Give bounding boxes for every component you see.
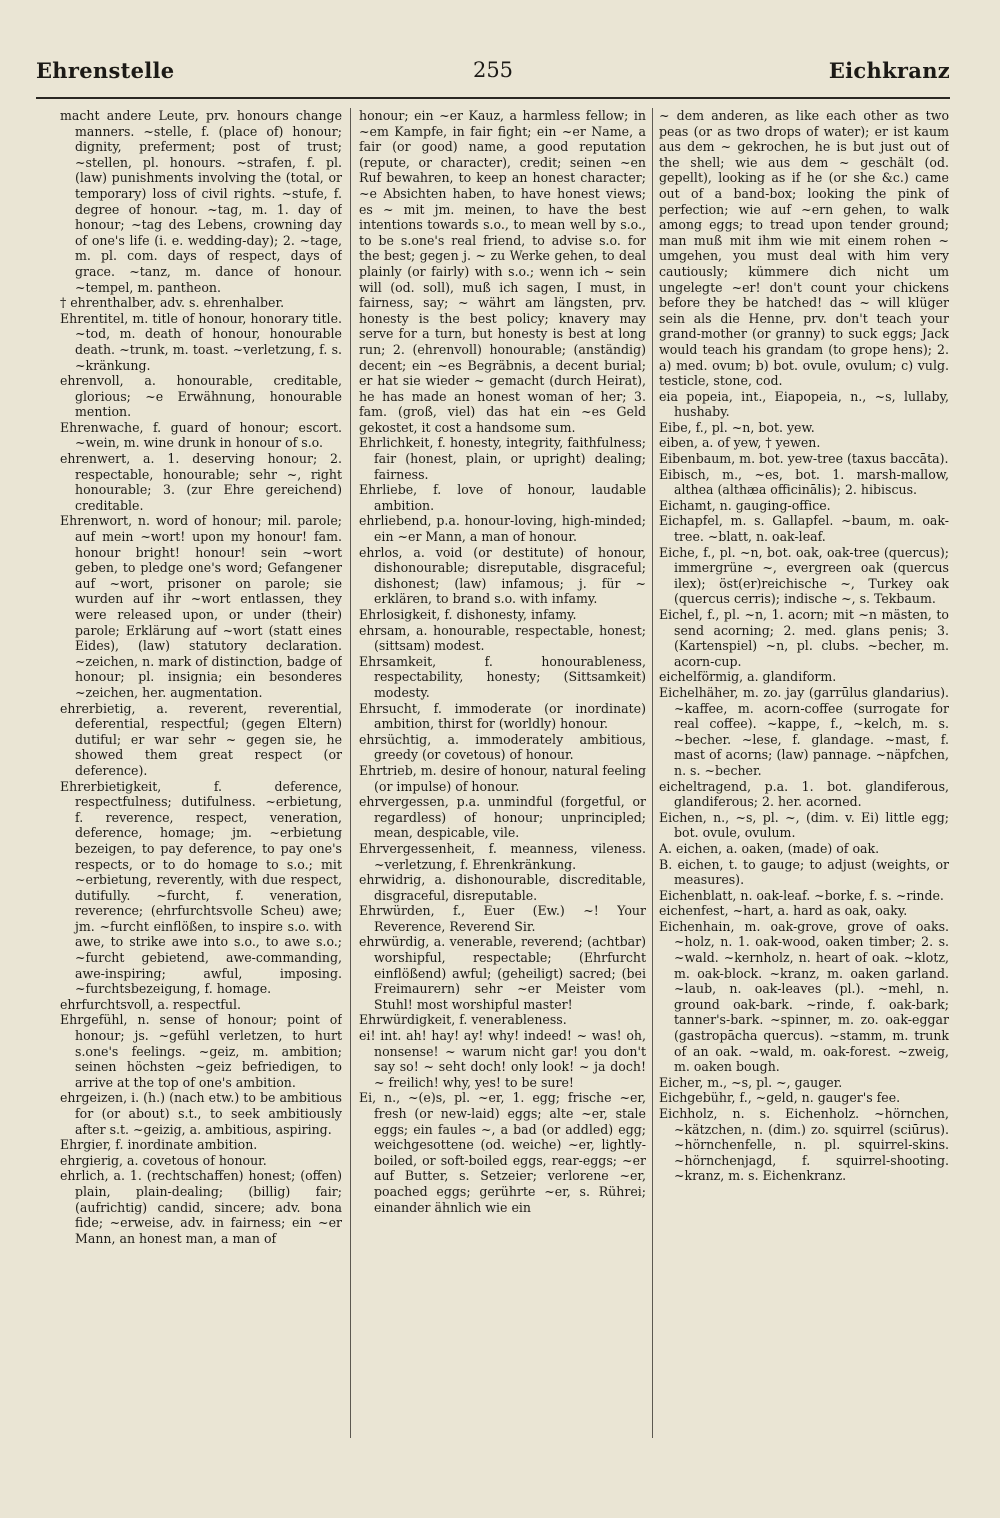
- dictionary-entry: Eichelhäher, m. zo. jay (garrūlus glandarius). ~kaffee, m. acorn-coffee (surrogate for real coffee). ~kappe, f., ~kelch, m. s. ~becher. ~lese, f. glandage. ~mast, f. mast of acorns; (law) pannage. ~näpfchen, n. s. ~becher.: [659, 684, 949, 778]
- dictionary-entry: ehrsam, a. honourable, respectable, honest; (sittsam) modest.: [359, 622, 646, 654]
- dictionary-entry: ehrenwert, a. 1. deserving honour; 2. respectable, honourable; sehr ~, right honourable; 3. (zur Ehre gereichend) creditable.: [60, 451, 342, 513]
- column-right: [659, 108, 949, 1438]
- dictionary-entry: ehrvergessen, p.a. unmindful (forgetful, or regardless) of honour; unprincipled; mean, despicable, vile.: [359, 794, 646, 841]
- dictionary-entry: Ehrtrieb, m. desire of honour, natural feeling (or impulse) of honour.: [359, 762, 646, 794]
- dictionary-entry: Ehrentitel, m. title of honour, honorary title. ~tod, m. death of honour, honourable death. ~trunk, m. toast. ~verletzung, f. s. ~kränkung.: [60, 310, 342, 373]
- dictionary-entry: Ei, n., ~(e)s, pl. ~er, 1. egg; frische ~er, fresh (or new-laid) eggs; alte ~er, stale eggs; ein faules ~, a bad (or addled) egg; weichgesottene (od. weiche) ~er, lightly-boiled, or soft-boiled eggs, rear-eggs; ~er auf Butter, s. Setzeier; verlorene ~er, poached eggs; gerührte ~er, s. Rührei; einander ähnlich wie ein: [359, 1090, 646, 1215]
- dictionary-entry: eia popeia, int., Eiapopeia, n., ~s, lullaby, hushaby.: [659, 388, 949, 420]
- dictionary-entry: Ehrgefühl, n. sense of honour; point of honour; js. ~gefühl verletzen, to hurt s.one's feelings. ~geiz, m. ambition; seinen höchsten ~geiz befriedigen, to arrive at the top of one's ambition.: [60, 1012, 342, 1090]
- dictionary-entry: ehrerbietig, a. reverent, reverential, deferential, respectful; (gegen Eltern) dutiful; er war sehr ~ gegen sie, he showed them great respect (or deference).: [60, 700, 342, 778]
- dictionary-entry: † ehrenthalber, adv. s. ehrenhalber.: [60, 295, 285, 311]
- column-divider: [652, 108, 653, 1438]
- dictionary-entry: macht andere Leute, prv. honours change manners. ~stelle, f. (place of) honour; dignity, preferment; post of trust; ~stellen, pl. honours. ~strafen, f. pl. (law) punishments involving the (total, or temporary) loss of civil rights. ~stufe, f. degree of honour. ~tag, m. 1. day of honour; ~tag des Lebens, crowning day of one's life (i. e. wedding-day); 2. ~tage, m. pl. com. days of respect, days of grace. ~tanz, m. dance of honour. ~tempel, m. pantheon.: [60, 108, 342, 295]
- dictionary-entry: ehrwidrig, a. dishonourable, discreditable, disgraceful, disreputable.: [359, 872, 646, 903]
- dictionary-entry: Ehrliebe, f. love of honour, laudable ambition.: [359, 482, 646, 513]
- dictionary-entry: ehrfurchtsvoll, a. respectful.: [60, 996, 242, 1012]
- dictionary-entry: ehrgeizen, i. (h.) (nach etw.) to be ambitious for (or about) s.t., to seek ambitiously after s.t. ~geizig, a. ambitious, aspiring.: [60, 1090, 342, 1137]
- dictionary-entry: Eichen, n., ~s, pl. ~, (dim. v. Ei) little egg; bot. ovule, ovulum.: [659, 809, 949, 841]
- dictionary-entry: Ehrsucht, f. immoderate (or inordinate) ambition, thirst for (worldly) honour.: [359, 700, 646, 732]
- dictionary-entry: Ehrvergessenheit, f. meanness, vileness. ~verletzung, f. Ehrenkränkung.: [359, 840, 646, 872]
- header-rule: [36, 97, 950, 99]
- dictionary-entry: Eichapfel, m. s. Gallapfel. ~baum, m. oak-tree. ~blatt, n. oak-leaf.: [659, 513, 949, 545]
- dictionary-entry: Eichenblatt, n. oak-leaf. ~borke, f. s. ~rinde.: [659, 887, 944, 903]
- dictionary-entry: Eichamt, n. gauging-office.: [659, 497, 831, 513]
- dictionary-entry: ehrenvoll, a. honourable, creditable, glorious; ~e Erwähnung, honourable mention.: [60, 373, 342, 420]
- dictionary-entry: Ehrgier, f. inordinate ambition.: [60, 1137, 258, 1153]
- dictionary-entry: eicheltragend, p.a. 1. bot. glandiferous, glandiferous; 2. her. acorned.: [659, 778, 949, 810]
- dictionary-entry: honour; ein ~er Kauz, a harmless fellow; in ~em Kampfe, in fair fight; ein ~er Name, a fair (or good) name, a good reputation (repute, or character), credit; seinen ~en Ruf bewahren, to keep an honest character; ~e Absichten haben, to have honest views; es ~ mit jm. meinen, to have the best intentions towards s.o., to mean well by s.o., to be s.one's real friend, to advise s.o. for the best; gegen j. ~ zu Werke gehen, to deal plainly (or fairly) with s.o.; wenn ich ~ sein will (od. soll), muß ich sagen, I must, in fairness, say; ~ währt am längsten, prv. honesty is the best policy; knavery may serve for a turn, but honesty is best at long run; 2. (ehrenvoll) honourable; (anständig) decent; ein ~es Begräbnis, a decent burial; er hat sie wieder ~ gemacht (durch Heirat), he has made an honest woman of her; 3. fam. (groß, viel) das hat ein ~es Geld gekostet, it cost a handsome sum.: [359, 108, 646, 435]
- dictionary-entry: Eichenhain, m. oak-grove, grove of oaks. ~holz, n. 1. oak-wood, oaken timber; 2. s. ~wald. ~kernholz, n. heart of oak. ~klotz, m. oak-block. ~kranz, m. oaken garland. ~laub, n. oak-leaves (pl.). ~mehl, n. ground oak-bark. ~rinde, f. oak-bark; tanner's-bark. ~spinner, m. zo. oak-eggar (gastropācha quercus). ~stamm, m. trunk of an oak. ~wald, m. oak-forest. ~zweig, m. oaken bough.: [659, 918, 949, 1075]
- dictionary-entry: B. eichen, t. to gauge; to adjust (weights, or measures).: [659, 856, 949, 888]
- column-left: [60, 108, 342, 1438]
- dictionary-entry: ei! int. ah! hay! ay! why! indeed! ~ was! oh, nonsense! ~ warum nicht gar! you don't say so! ~ seht doch! only look! ~ ja doch! ~ freilich! why, yes! to be sure!: [359, 1028, 646, 1090]
- dictionary-entry: Eibenbaum, m. bot. yew-tree (taxus baccāta).: [659, 451, 949, 467]
- dictionary-entry: Ehrenwache, f. guard of honour; escort. ~wein, m. wine drunk in honour of s.o.: [60, 419, 342, 451]
- dictionary-entry: ehrsüchtig, a. immoderately ambitious, greedy (or covetous) of honour.: [359, 731, 646, 763]
- dictionary-entry: Ehrwürdigkeit, f. venerableness.: [359, 1012, 567, 1028]
- dictionary-entry: Eiche, f., pl. ~n, bot. oak, oak-tree (quercus); immergrüne ~, evergreen oak (quercus ilex); öst(er)reichische ~, Turkey oak (quercus cerris); indische ~, s. Tekbaum.: [659, 544, 949, 607]
- left-guide-word: Ehrenstelle: [36, 58, 175, 83]
- dictionary-entry: Eibe, f., pl. ~n, bot. yew.: [659, 419, 815, 435]
- right-guide-word: Eichkranz: [828, 58, 950, 83]
- dictionary-entry: Eichholz, n. s. Eichenholz. ~hörnchen, ~kätzchen, n. (dim.) zo. squirrel (sciūrus). ~hörnchenfelle, n. pl. squirrel-skins. ~hörnchenjagd, f. squirrel-shooting. ~kranz, m. s. Eichenkranz.: [659, 1106, 949, 1184]
- dictionary-entry: Ehrerbietigkeit, f. deference, respectfulness; dutifulness. ~erbietung, f. reverence, respect, veneration, deference, homage; jm. ~erbietung bezeigen, to pay deference, to pay one's respects, or to do homage to s.o.; mit ~erbietung, reverently, with due respect, dutifully. ~furcht, f. veneration, reverence; (ehrfurchtsvolle Scheu) awe; jm. ~furcht einflößen, to inspire s.o. with awe, to strike awe into s.o., to awe s.o.; ~furcht gebietend, awe-commanding, awe-inspiring; awful, imposing. ~furchtsbezeigung, f. homage.: [60, 778, 342, 997]
- dictionary-entry: eichelförmig, a. glandiform.: [659, 669, 837, 685]
- dictionary-entry: ehrlich, a. 1. (rechtschaffen) honest; (offen) plain, plain-dealing; (billig) fair; (aufrichtig) candid, sincere; adv. bona fide; ~erweise, adv. in fairness; ein ~er Mann, an honest man, a man of: [60, 1168, 342, 1246]
- dictionary-entry: Ehrlosigkeit, f. dishonesty, infamy.: [359, 607, 577, 622]
- dictionary-entry: Eichgebühr, f., ~geld, n. gauger's fee.: [659, 1090, 901, 1106]
- dictionary-entry: A. eichen, a. oaken, (made) of oak.: [659, 840, 880, 856]
- column-middle: [359, 108, 646, 1438]
- dictionary-entry: Ehrwürden, f., Euer (Ew.) ~! Your Reverence, Reverend Sir.: [359, 903, 646, 934]
- dictionary-entry: eiben, a. of yew, † yewen.: [659, 435, 821, 451]
- page-number: 255: [472, 58, 514, 82]
- running-header: [36, 58, 950, 92]
- dictionary-entry: Ehrsamkeit, f. honourableness, respectability, honesty; (Sittsamkeit) modesty.: [359, 653, 646, 700]
- dictionary-entry: ~ dem anderen, as like each other as two peas (or as two drops of water); er ist kaum aus dem ~ gekrochen, he is but just out of the shell; wie aus dem ~ geschält (od. gepellt), looking as if he (or she &c.) came out of a band-box; looking the pink of perfection; wie auf ~ern gehen, to walk among eggs; to tread upon tender ground; man muß mit ihm wie mit einem rohen ~ umgehen, you must deal with him very cautiously; kümmere dich nicht um ungelegte ~er! don't count your chickens before they be hatched! das ~ will klüger sein als die Henne, prv. don't teach your grand-mother (or granny) to suck eggs; Jack would teach his grandam (to grope hens); 2. a) med. ovum; b) bot. ovule, ovulum; c) vulg. testicle, stone, cod.: [659, 108, 949, 389]
- dictionary-entry: Ehrenwort, n. word of honour; mil. parole; auf mein ~wort! upon my honour! fam. honour bright! honour! sein ~wort geben, to pledge one's word; Gefangener auf ~wort, prisoner on parole; sie wurden auf ihr ~wort entlassen, they were released upon, or under (their) parole; Erklärung auf ~wort (statt eines Eides), (law) statutory declaration. ~zeichen, n. mark of distinction, badge of honour; pl. insignia; ein besonderes ~zeichen, her. augmentation.: [60, 513, 342, 700]
- dictionary-entry: eichenfest, ~hart, a. hard as oak, oaky.: [659, 903, 908, 919]
- dictionary-entry: ehrwürdig, a. venerable, reverend; (achtbar) worshipful, respectable; (Ehrfurcht einflößend) awful; (geheiligt) sacred; (bei Freimaurern) sehr ~er Meister vom Stuhl! most worshipful master!: [359, 934, 646, 1012]
- dictionary-entry: ehrlos, a. void (or destitute) of honour, dishonourable; disreputable, disgraceful; dishonest; (law) infamous; j. für ~ erklären, to brand s.o. with infamy.: [359, 544, 646, 607]
- column-divider: [350, 108, 351, 1438]
- dictionary-entry: Eibisch, m., ~es, bot. 1. marsh-mallow, althea (althæa officinālis); 2. hibiscus.: [659, 466, 949, 498]
- dictionary-entry: Eichel, f., pl. ~n, 1. acorn; mit ~n mästen, to send acorning; 2. med. glans penis; 3. (Kartenspiel) ~n, pl. clubs. ~becher, m. acorn-cup.: [659, 607, 949, 669]
- dictionary-entry: ehrliebend, p.a. honour-loving, high-minded; ein ~er Mann, a man of honour.: [359, 513, 646, 545]
- dictionary-entry: ehrgierig, a. covetous of honour.: [60, 1152, 267, 1168]
- dictionary-entry: Eicher, m., ~s, pl. ~, gauger.: [659, 1074, 843, 1090]
- dictionary-entry: Ehrlichkeit, f. honesty, integrity, faithfulness; fair (honest, plain, or upright) dealing; fairness.: [359, 435, 646, 482]
